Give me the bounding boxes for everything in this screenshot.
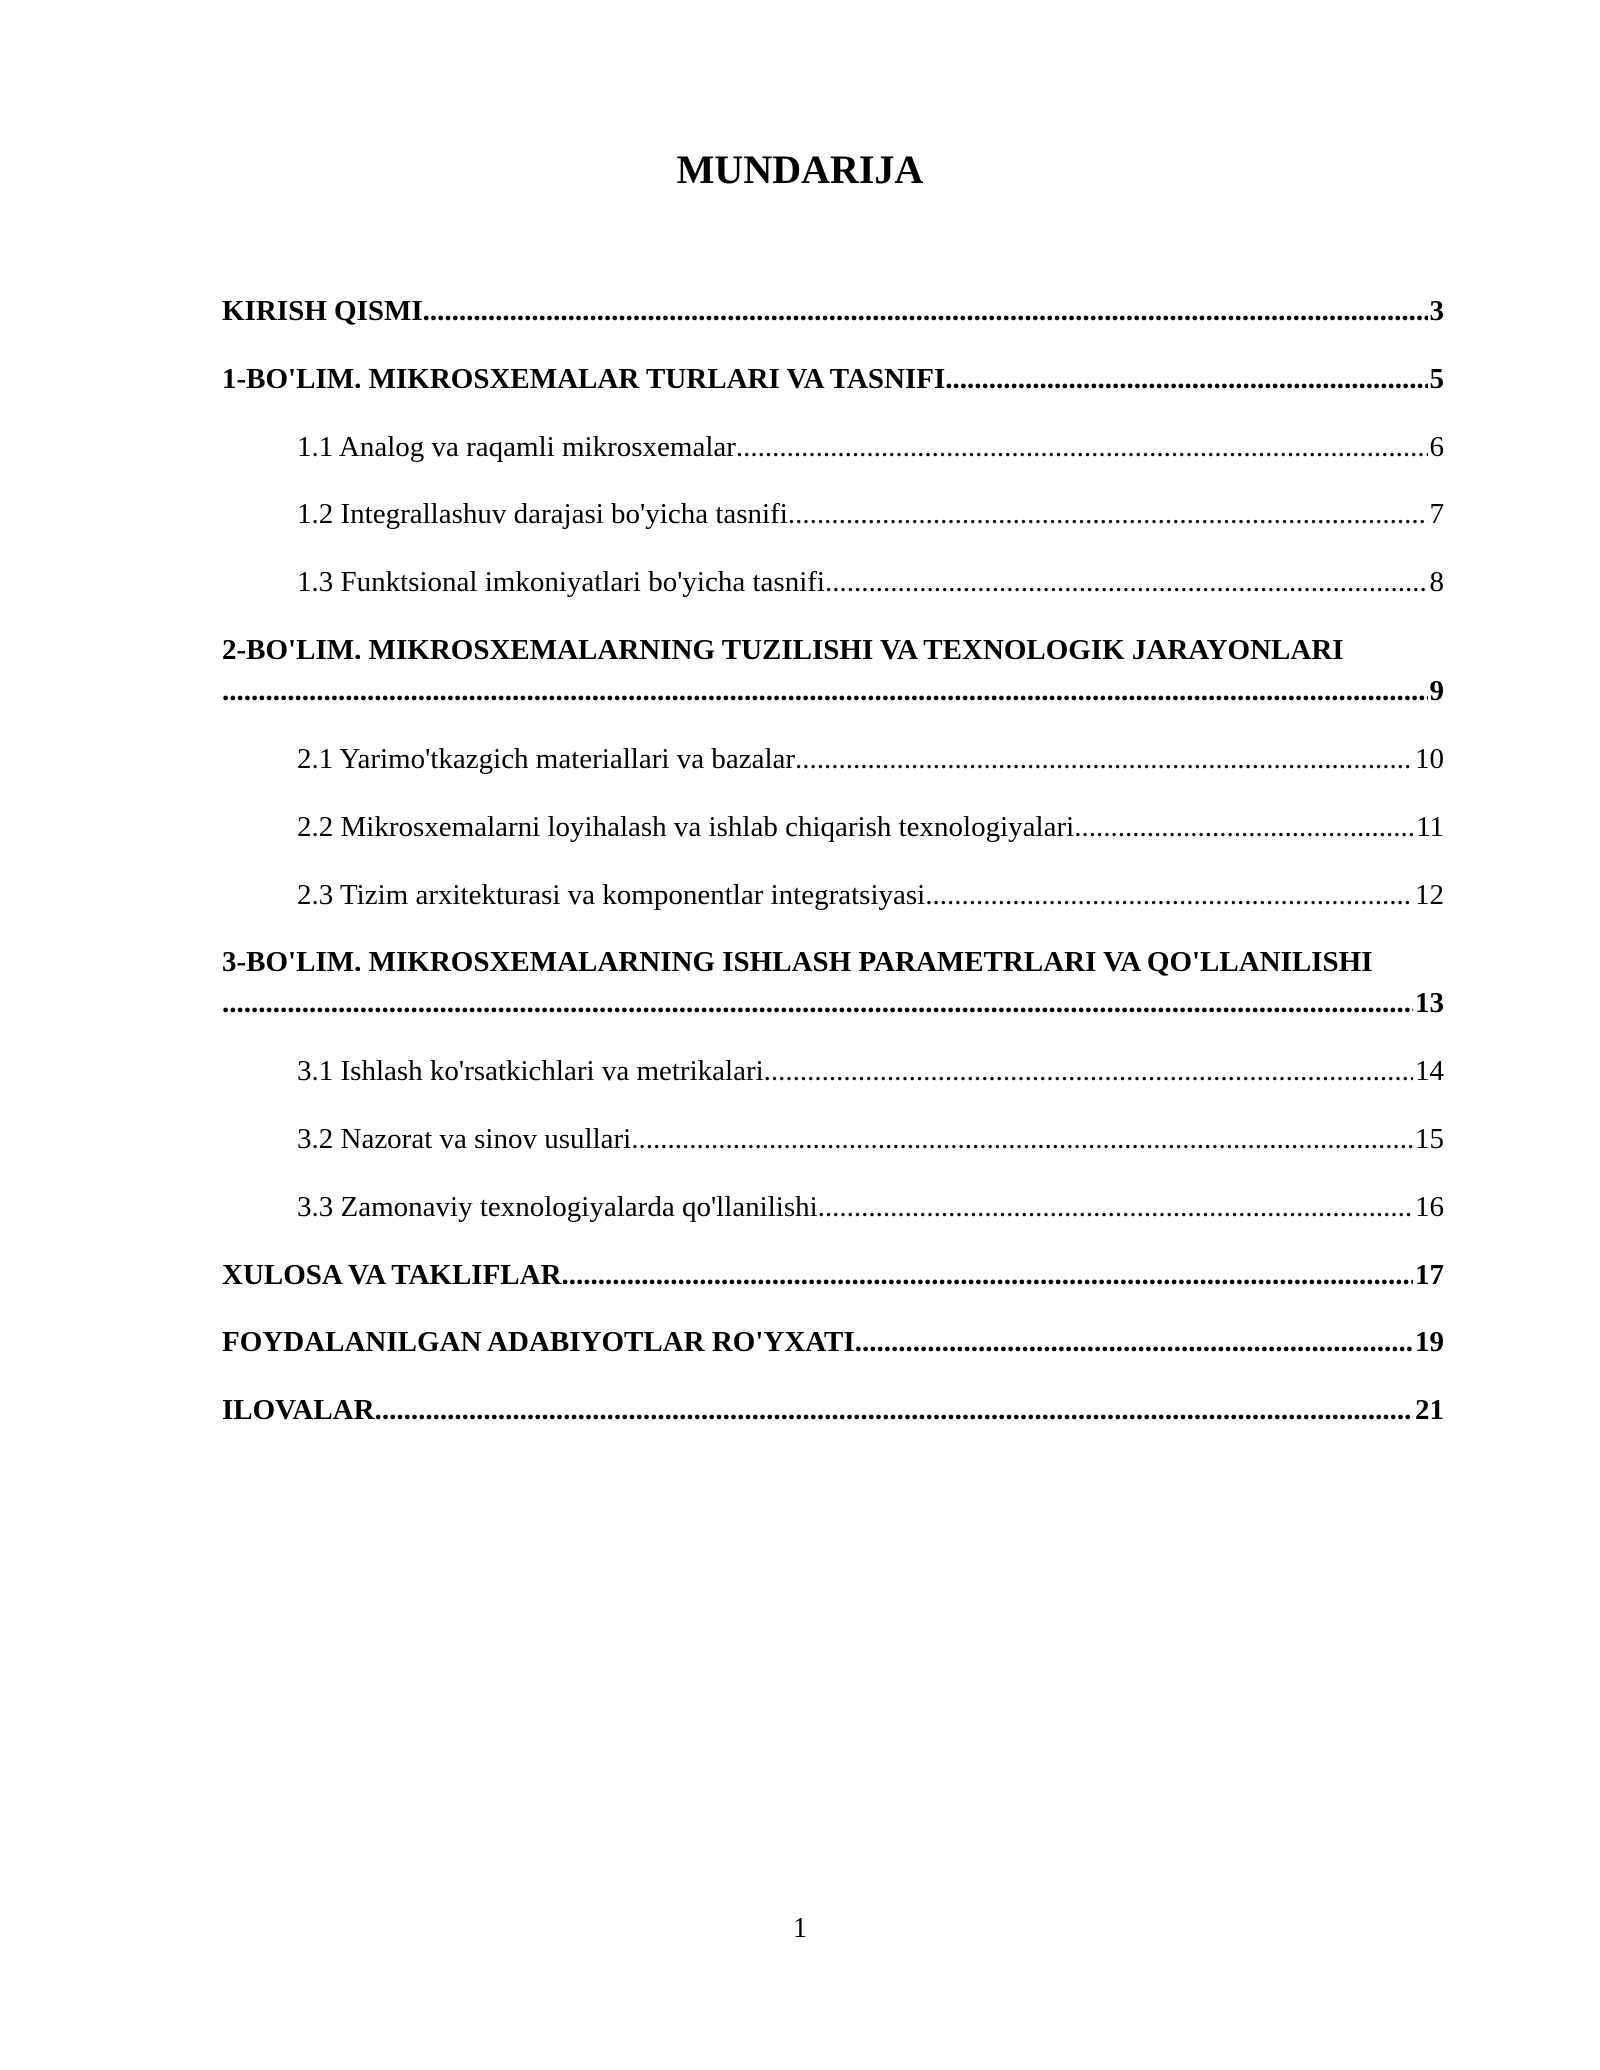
toc-entry-label: 2.2 Mikrosxemalarni loyihalash va ishlab chiqarish texnologiyalari xyxy=(297,811,1075,843)
toc-leader-dots xyxy=(423,293,1428,329)
toc-entry-page: 21 xyxy=(1415,1394,1444,1426)
toc-entry-2-2[interactable] xyxy=(297,809,1444,845)
toc-entry-label: 1.2 Integrallashuv darajasi bo'yicha tasnifi xyxy=(297,498,788,530)
toc-entry-label: 2.3 Tizim arxitekturasi va komponentlar integratsiyasi xyxy=(297,879,926,911)
toc-leader-dots xyxy=(855,1324,1413,1360)
toc-entry-label: KIRISH QISMI xyxy=(222,295,423,327)
toc-entry-label: 3.3 Zamonaviy texnologiyalarda qo'llanilishi xyxy=(297,1191,818,1223)
toc-leader-dots xyxy=(736,429,1428,465)
toc-leader-dots xyxy=(1074,809,1414,845)
toc-entry-3-2[interactable] xyxy=(297,1121,1444,1157)
toc-leader-dots xyxy=(818,1189,1413,1225)
toc-entry-page: 17 xyxy=(1415,1259,1444,1291)
toc-leader-dots xyxy=(562,1257,1413,1293)
toc-entry-page: 3 xyxy=(1429,295,1444,327)
toc-leader-dots xyxy=(375,1392,1413,1428)
toc-entry-label: 2.1 Yarimo'tkazgich materiallari va bazalar xyxy=(297,743,796,775)
toc-entry-label: 1.3 Funktsional imkoniyatlari bo'yicha tasnifi xyxy=(297,566,825,598)
toc-entry-page: 9 xyxy=(1429,675,1444,707)
toc-entry-2-1[interactable] xyxy=(297,741,1444,777)
toc-leader-dots xyxy=(945,361,1427,397)
toc-leader-dots xyxy=(788,496,1428,532)
toc-entry-label: 3.1 Ishlash ko'rsatkichlari va metrikalari xyxy=(297,1055,764,1087)
toc-entry-section-1[interactable] xyxy=(222,361,1444,397)
toc-entry-label: 3.2 Nazorat va sinov usullari xyxy=(297,1123,632,1155)
toc-entry-1-3[interactable] xyxy=(297,564,1444,600)
toc-entry-label: XULOSA VA TAKLIFLAR xyxy=(222,1259,562,1291)
toc-leader-dots xyxy=(825,564,1428,600)
toc-entry-label: FOYDALANILGAN ADABIYOTLAR RO'YXATI xyxy=(222,1326,855,1358)
toc-entry-page: 15 xyxy=(1415,1123,1444,1155)
toc-entry-section-2[interactable] xyxy=(222,673,1444,709)
toc-entry-label: 1.1 Analog va raqamli mikrosxemalar xyxy=(297,431,736,463)
page-title: MUNDARIJA xyxy=(676,147,924,192)
toc-entry-section-3-label[interactable]: 3-BO'LIM. MIKROSXEMALARNING ISHLASH PARAMETRLARI VA QO'LLANILISHI xyxy=(222,946,1373,978)
toc-entry-page: 6 xyxy=(1429,431,1444,463)
toc-entry-label: ILOVALAR xyxy=(222,1394,375,1426)
toc-leader-dots xyxy=(925,877,1413,913)
toc-leader-dots xyxy=(222,985,1413,1021)
toc-entry-page: 8 xyxy=(1429,566,1444,598)
toc-entry-page: 11 xyxy=(1416,811,1444,843)
toc-entry-page: 14 xyxy=(1415,1055,1444,1087)
toc-entry-page: 13 xyxy=(1415,987,1444,1019)
toc-leader-dots xyxy=(795,741,1413,777)
toc-entry-conclusion[interactable] xyxy=(222,1257,1444,1293)
toc-entry-label: 1-BO'LIM. MIKROSXEMALAR TURLARI VA TASNIFI xyxy=(222,363,946,395)
toc-entry-page: 10 xyxy=(1415,743,1444,775)
toc-leader-dots xyxy=(222,673,1428,709)
toc-entry-page: 19 xyxy=(1415,1326,1444,1358)
toc-entry-2-3[interactable] xyxy=(297,877,1444,913)
toc-entry-1-1[interactable] xyxy=(297,429,1444,465)
page-number: 1 xyxy=(793,1913,807,1944)
toc-entry-1-2[interactable] xyxy=(297,496,1444,532)
toc-entry-page: 7 xyxy=(1429,498,1444,530)
toc-entry-page: 5 xyxy=(1429,363,1444,395)
toc-entry-references[interactable] xyxy=(222,1324,1444,1360)
toc-entry-3-1[interactable] xyxy=(297,1053,1444,1089)
toc-entry-section-3[interactable] xyxy=(222,985,1444,1021)
toc-entry-appendices[interactable] xyxy=(222,1392,1444,1428)
toc-entry-section-2-label[interactable]: 2-BO'LIM. MIKROSXEMALARNING TUZILISHI VA TEXNOLOGIK JARAYONLARI xyxy=(222,634,1344,666)
toc-entry-3-3[interactable] xyxy=(297,1189,1444,1225)
toc-leader-dots xyxy=(764,1053,1413,1089)
toc-entry-page: 12 xyxy=(1415,879,1444,911)
toc-entry-page: 16 xyxy=(1415,1191,1444,1223)
toc-entry-intro[interactable] xyxy=(222,293,1444,329)
toc-leader-dots xyxy=(631,1121,1413,1157)
